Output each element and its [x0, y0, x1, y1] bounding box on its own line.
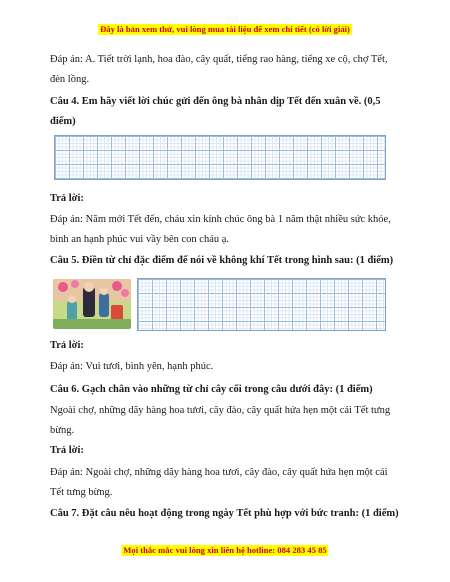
- question-6: Câu 6. Gạch chân vào những từ chỉ cây cối trong câu dưới đây: (1 điểm): [50, 384, 373, 395]
- sentence-q6: Ngoài chợ, những dãy hàng hoa tươi, cây đào, cây quất hứa hẹn một cái Tết tưng bừng.: [50, 405, 391, 436]
- tet-illustration: [53, 279, 131, 329]
- answer-q4: Đáp án: Năm mới Tết đến, cháu xin kính chúc ông bà 1 năm thật nhiều sức khỏe, bình an hạnh phúc vui vầy bên con cháu ạ.: [50, 214, 391, 245]
- answer-label-q6: Trả lời:: [50, 445, 84, 456]
- question-5: Câu 5. Điền từ chỉ đặc điểm để nói về không khí Tết trong hình sau: (1 điểm): [50, 255, 394, 266]
- answer-q5: Đáp án: Vui tươi, bình yên, hạnh phúc.: [50, 361, 214, 372]
- answer-label-q5: Trả lời:: [50, 340, 84, 351]
- question-7: Câu 7. Đặt câu nêu hoạt động trong ngày Tết phù hợp với bức tranh: (1 điểm): [50, 508, 399, 519]
- question-4: Câu 4. Em hãy viết lời chúc gửi đến ông bà nhân dịp Tết đến xuân về. (0,5 điểm): [50, 96, 381, 127]
- answer-label-q4: Trả lời:: [50, 193, 84, 204]
- answer-q3: Đáp án: A. Tiết trời lạnh, hoa đào, cây quất, tiếng rao hàng, tiếng xe cộ, chợ Tết, đèn lồng.: [50, 54, 388, 85]
- hotline-banner: Mọi thắc mắc vui lòng xin liên hệ hotline: 084 283 45 85: [123, 545, 327, 555]
- answer-q6: Đáp án: Ngoài chợ, những dãy hàng hoa tươi, cây đào, cây quất hứa hẹn một cái Tết tưng bừng.: [50, 467, 388, 498]
- writing-grid-q4: [54, 135, 386, 180]
- preview-notice-banner: Đây là bản xem thử, vui lòng mua tài liệu để xem chi tiết (có lời giải): [100, 24, 350, 34]
- writing-grid-q5: [137, 278, 386, 331]
